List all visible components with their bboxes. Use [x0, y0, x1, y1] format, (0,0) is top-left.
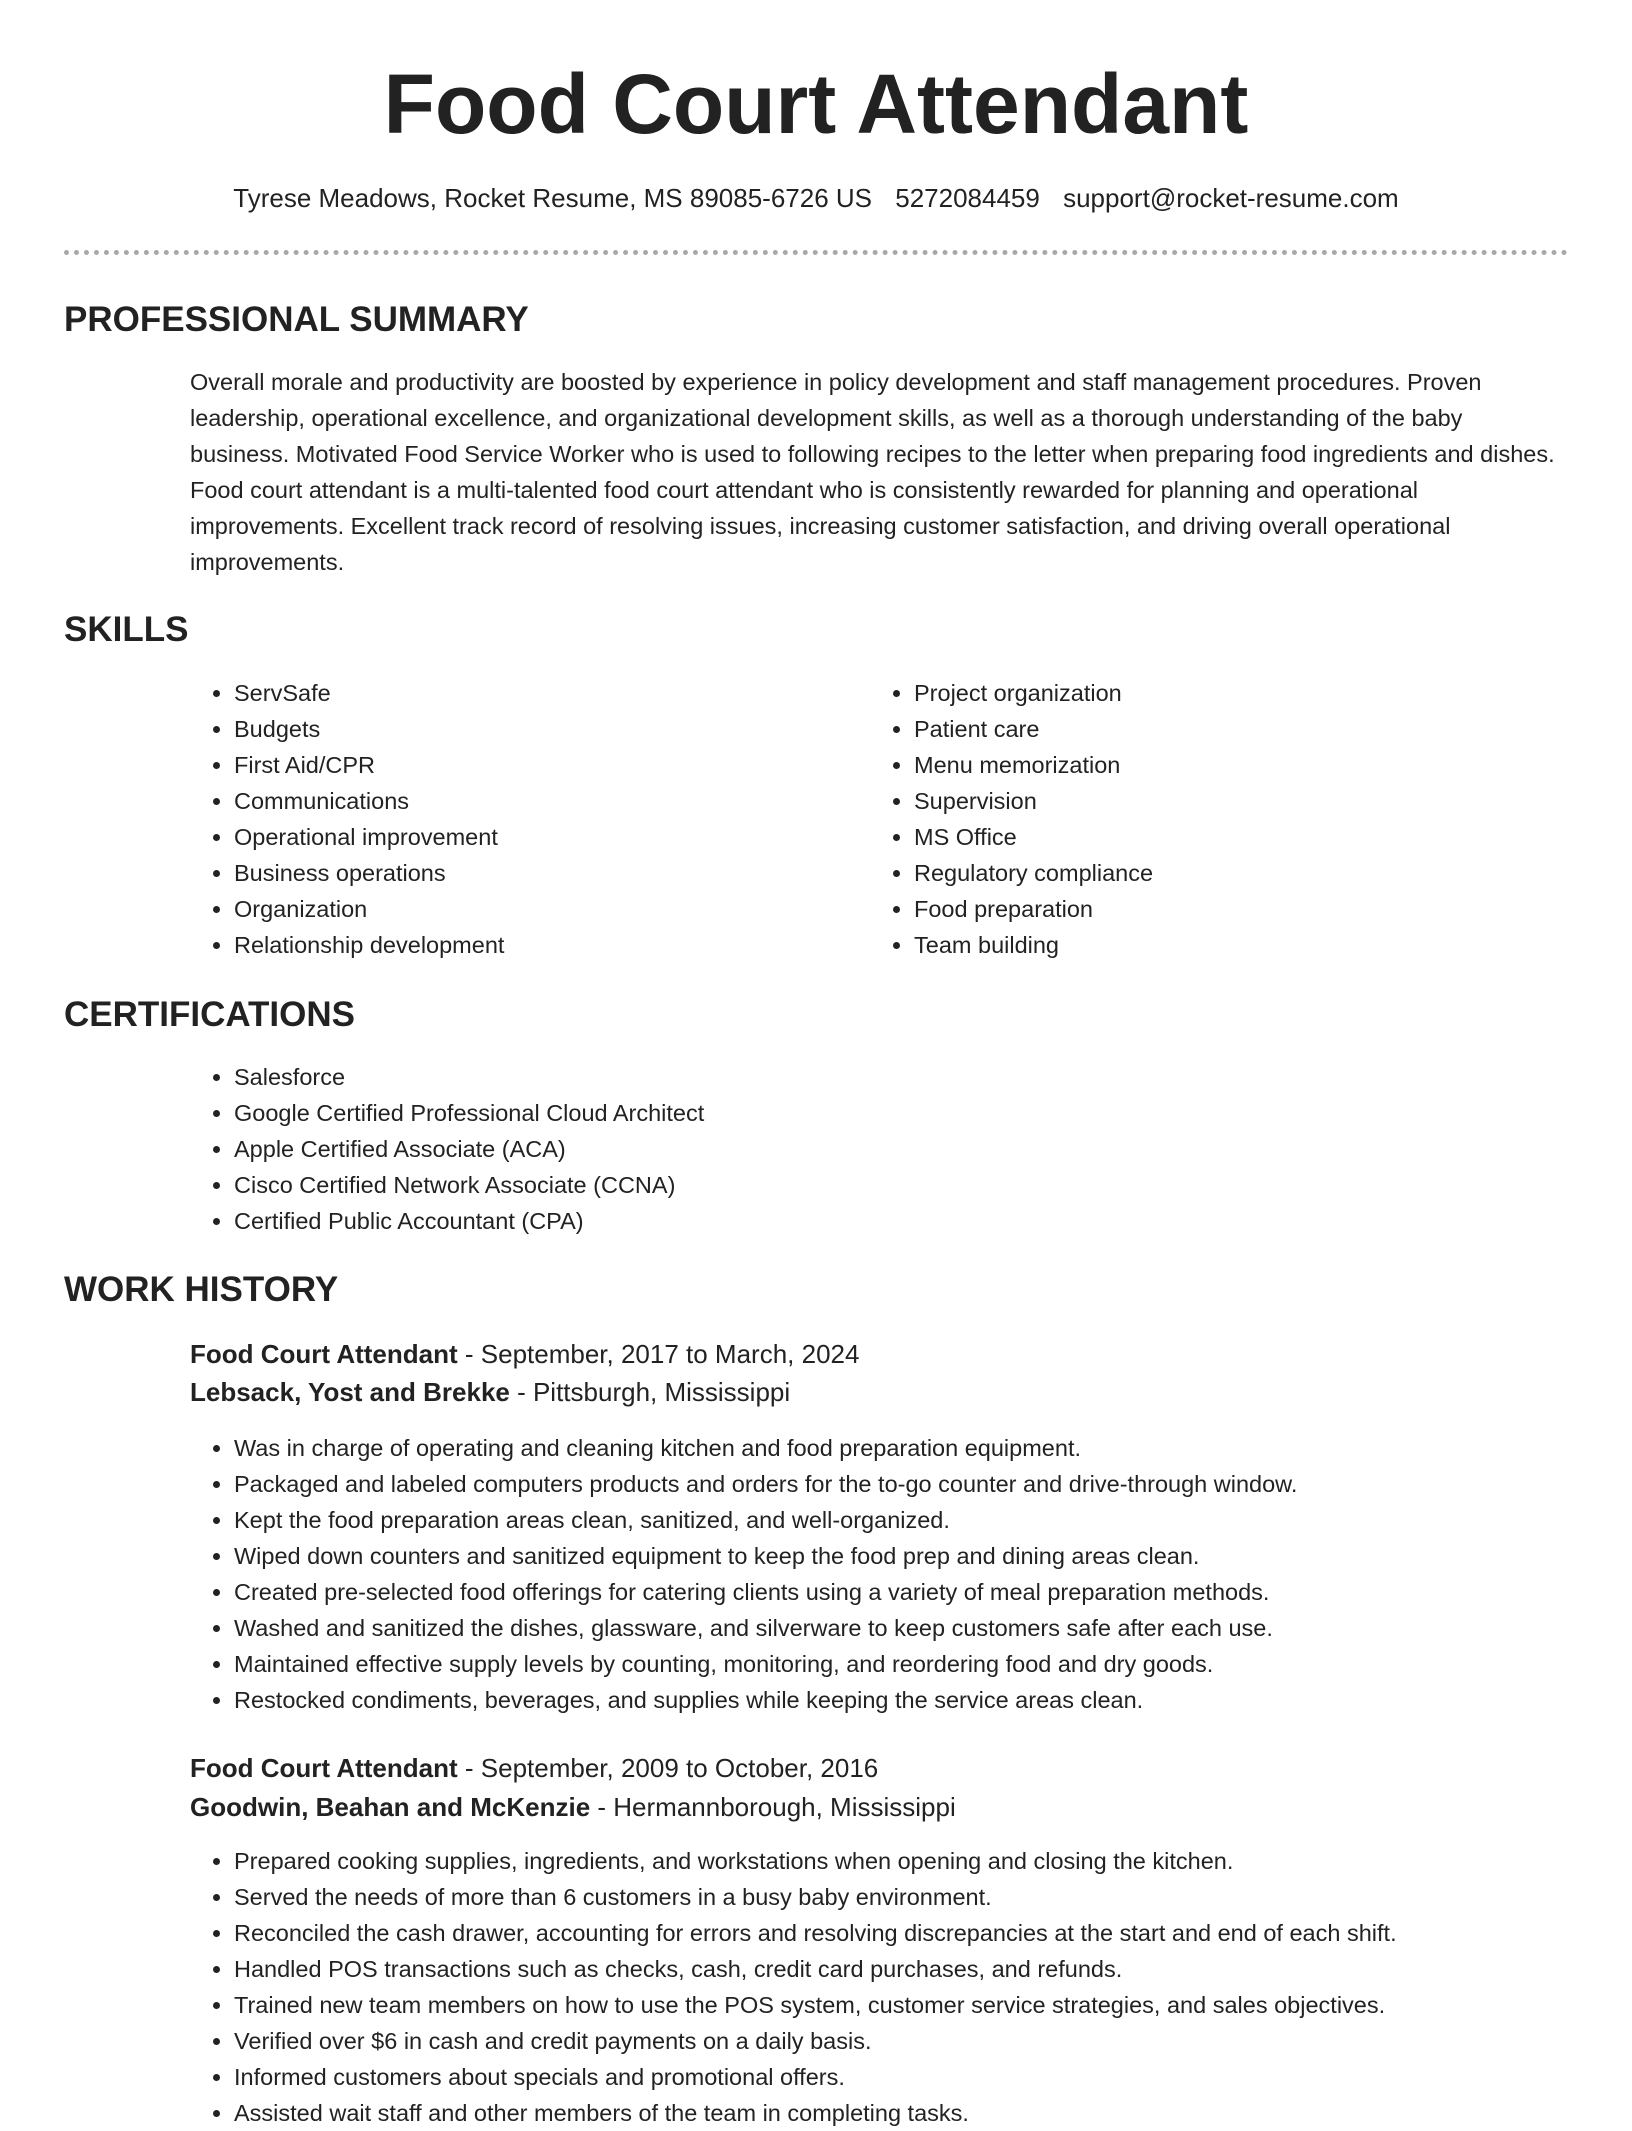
skills-list-left — [190, 675, 854, 963]
list-item: • First Aid/CPR — [234, 747, 854, 783]
list-item: • Wiped down counters and sanitized equipment to keep the food prep and dining areas clean. — [234, 1538, 1614, 1574]
list-item: • Organization — [234, 891, 854, 927]
list-item: • Communications — [234, 783, 854, 819]
list-item: • Trained new team members on how to use the POS system, customer service strategies, and sales objectives. — [234, 1987, 1614, 2023]
list-item: • Project organization — [914, 675, 1534, 711]
summary-text: Overall morale and productivity are boosted by experience in policy development and staff management procedures. Proven leadership, operational excellence, and organizational development skills, as well as a thorough understanding of the baby business. Motivated Food Service Worker who is used to following recipes to the letter when preparing food ingredients and dishes. Food court attendant is a multi-talented food court attendant who is consistently rewarded for planning and operational improvements. Excellent track record of resolving issues, increasing customer satisfaction, and driving overall operational improvements. — [190, 369, 1555, 575]
job-company: Lebsack, Yost and Brekke — [190, 1377, 510, 1407]
job-title-line — [190, 1749, 878, 1787]
list-item: • Packaged and labeled computers products and orders for the to-go counter and drive-through window. — [234, 1466, 1614, 1502]
summary-heading: PROFESSIONAL SUMMARY — [64, 300, 529, 339]
list-item: • Informed customers about specials and promotional offers. — [234, 2059, 1614, 2095]
list-item: • Created pre-selected food offerings for catering clients using a variety of meal preparation methods. — [234, 1574, 1614, 1610]
list-item: • ServSafe — [234, 675, 854, 711]
list-item: • Business operations — [234, 855, 854, 891]
list-item: • Prepared cooking supplies, ingredients, and workstations when opening and closing the kitchen. — [234, 1843, 1614, 1879]
contact-email: support@rocket-resume.com — [1063, 183, 1399, 213]
job-company-line — [190, 1788, 956, 1826]
job-location: - Hermannborough, Mississippi — [590, 1792, 956, 1822]
list-item: • Was in charge of operating and cleaning kitchen and food preparation equipment. — [234, 1430, 1614, 1466]
list-item: • Budgets — [234, 711, 854, 747]
list-item: • MS Office — [914, 819, 1534, 855]
list-item: • Assisted wait staff and other members of the team in completing tasks. — [234, 2095, 1614, 2131]
list-item: • Menu memorization — [914, 747, 1534, 783]
list-item: • Salesforce — [234, 1059, 1534, 1095]
list-item: • Apple Certified Associate (ACA) — [234, 1131, 1534, 1167]
job-company-line — [190, 1373, 790, 1411]
list-item: • Served the needs of more than 6 customers in a busy baby environment. — [234, 1879, 1614, 1915]
job-title-line — [190, 1335, 859, 1373]
list-item: • Regulatory compliance — [914, 855, 1534, 891]
list-item: • Handled POS transactions such as checks, cash, credit card purchases, and refunds. — [234, 1951, 1614, 1987]
list-item: • Food preparation — [914, 891, 1534, 927]
job-company: Goodwin, Beahan and McKenzie — [190, 1792, 591, 1822]
job-bullets — [190, 1430, 1614, 1718]
header-divider — [64, 250, 1568, 255]
certifications-list — [190, 1059, 1534, 1239]
list-item: • Kept the food preparation areas clean, sanitized, and well-organized. — [234, 1502, 1614, 1538]
list-item: • Restocked condiments, beverages, and supplies while keeping the service areas clean. — [234, 1682, 1614, 1718]
job-location: - Pittsburgh, Mississippi — [509, 1377, 791, 1407]
job-bullets — [190, 1843, 1614, 2131]
list-item: • Cisco Certified Network Associate (CCNA) — [234, 1167, 1534, 1203]
contact-address: Tyrese Meadows, Rocket Resume, MS 89085-6726 US — [233, 183, 873, 213]
list-item: • Maintained effective supply levels by counting, monitoring, and reordering food and dry goods. — [234, 1646, 1614, 1682]
list-item: • Google Certified Professional Cloud Architect — [234, 1095, 1534, 1131]
list-item: • Certified Public Accountant (CPA) — [234, 1203, 1534, 1239]
job-title: Food Court Attendant — [190, 1339, 458, 1369]
list-item: • Operational improvement — [234, 819, 854, 855]
work-history-heading: WORK HISTORY — [64, 1270, 339, 1309]
list-item: • Reconciled the cash drawer, accounting for errors and resolving discrepancies at the start and end of each shift. — [234, 1915, 1614, 1951]
skills-heading: SKILLS — [64, 610, 189, 649]
job-dates: - September, 2017 to March, 2024 — [457, 1339, 860, 1369]
list-item: • Team building — [914, 927, 1534, 963]
list-item: • Washed and sanitized the dishes, glassware, and silverware to keep customers safe after each use. — [234, 1610, 1614, 1646]
contact-line — [0, 180, 1632, 216]
list-item: • Verified over $6 in cash and credit payments on a daily basis. — [234, 2023, 1614, 2059]
certifications-heading: CERTIFICATIONS — [64, 995, 356, 1034]
list-item: • Patient care — [914, 711, 1534, 747]
job-title: Food Court Attendant — [190, 1753, 458, 1783]
list-item: • Supervision — [914, 783, 1534, 819]
contact-phone: 5272084459 — [895, 183, 1040, 213]
list-item: • Relationship development — [234, 927, 854, 963]
job-dates: - September, 2009 to October, 2016 — [457, 1753, 879, 1783]
resume-title: Food Court Attendant — [383, 57, 1249, 151]
skills-list-right — [870, 675, 1534, 963]
